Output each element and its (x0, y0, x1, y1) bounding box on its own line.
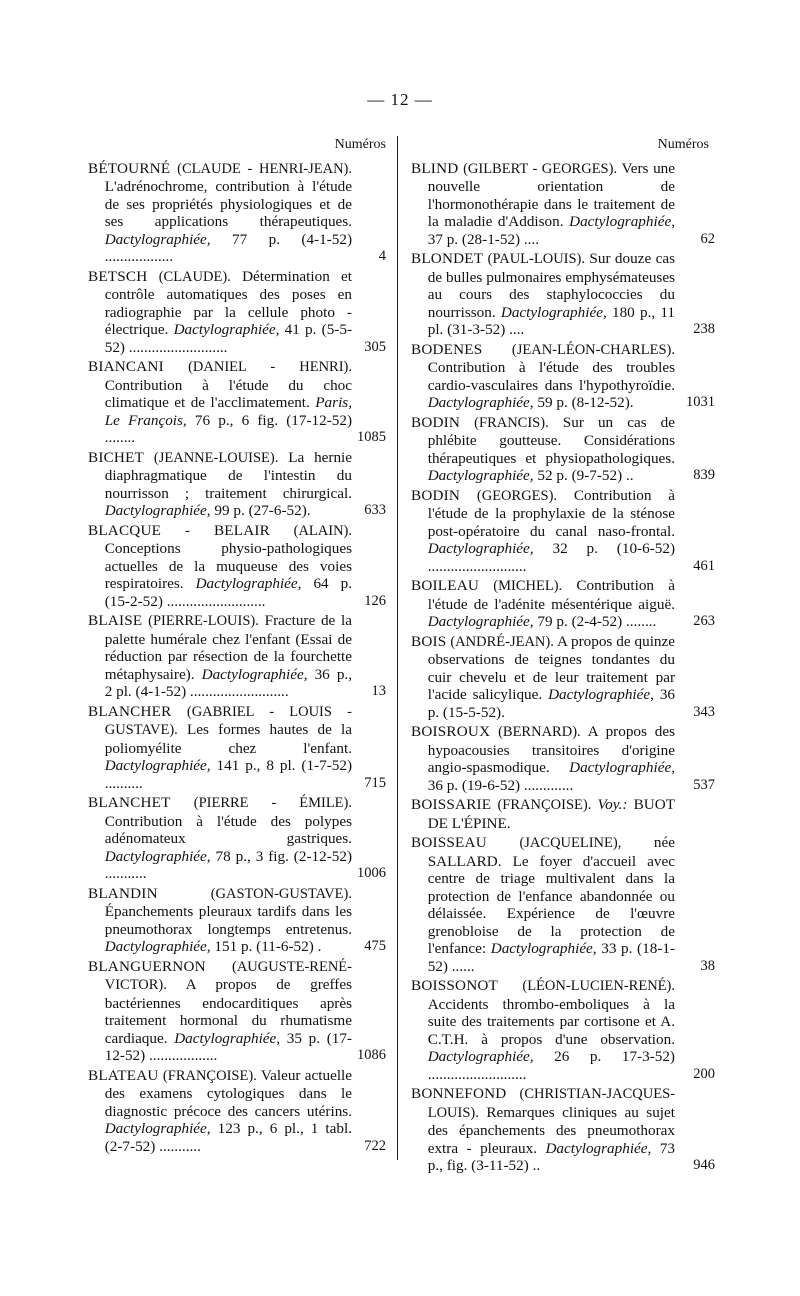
publication-note: Dactylographiée, (500, 303, 607, 321)
author-given-names: (FRANÇOISE). (497, 797, 592, 813)
publication-note: Dactylographiée, (173, 321, 280, 338)
thesis-title: L'adrénochrome, contribution à l'étude de ses propriétés physiologiques et de ses applications thérapeutiques. (104, 178, 352, 230)
author-surname: BLIND (411, 159, 459, 177)
thesis-number: 715 (364, 774, 386, 791)
author-given-names: (ANDRÉ-JEAN). (450, 633, 554, 650)
thesis-title: A propos des hypoacousies transitoires d'origine angio-spasmodique. (427, 723, 675, 776)
author-surname: BLANDIN (88, 884, 158, 902)
publication-note: Dactylographiée, (427, 467, 534, 484)
thesis-number: 722 (364, 1137, 386, 1154)
column-divider (397, 136, 398, 1160)
thesis-title: Sur douze cas de bulles pulmonaires emphysémateuses au cours des staphylococcies du nourrisson. (427, 250, 675, 321)
bibliography-entry (88, 522, 386, 611)
thesis-details: 32 p. (10-6-52) .......................... (427, 540, 675, 575)
bibliography-entry (411, 413, 715, 485)
thesis-title: Épanchements pleuraux tardifs dans les pneumothorax longtemps entretenus. (104, 903, 352, 938)
bibliography-entry (88, 794, 386, 883)
bibliography-entry (411, 632, 715, 722)
publication-note: Dactylographiée, (490, 940, 597, 957)
thesis-details: 79 p. (2-4-52) ........ (537, 613, 657, 630)
thesis-number: 343 (693, 703, 715, 720)
thesis-details: 73 p., fig. (3-11-52) .. (427, 1139, 675, 1174)
thesis-number: 13 (371, 683, 386, 699)
bibliography-entry (411, 723, 715, 794)
bibliography-entry (411, 977, 715, 1083)
thesis-title: Contribution à l'étude des troubles cardio-vasculaires dans l'hypothyroïdie. (427, 359, 675, 394)
publication-note: Dactylographiée, (104, 938, 211, 955)
bibliography-entry (411, 486, 715, 576)
author-surname: BLAISE (88, 612, 143, 629)
column-header: Numéros (334, 137, 386, 152)
author-surname: BLATEAU (88, 1066, 159, 1084)
author-given-names: (BERNARD). (498, 724, 581, 740)
bibliography-entry (88, 1067, 386, 1156)
publication-note: Dactylographiée, (174, 1029, 281, 1047)
left-column (88, 136, 386, 1157)
page-number: — 12 — (367, 90, 433, 109)
thesis-number: 1085 (357, 429, 386, 445)
thesis-title: Remarques cliniques au sujet des épanchements des pneumothorax extra - pleuraux. (427, 1103, 675, 1157)
author-given-names: (GEORGES). (476, 487, 558, 504)
thesis-details: 59 p. (8-12-52). (537, 394, 634, 411)
author-surname: BIANCANI (88, 358, 164, 375)
author-given-names: (LÉON-LUCIEN-RENÉ). (522, 978, 675, 994)
author-given-names: (DANIEL - HENRI). (188, 359, 352, 375)
thesis-details: BUOT DE L'ÉPINE. (427, 796, 675, 832)
bibliography-entry (88, 703, 386, 793)
thesis-title: A propos de quinze observations de teignes tondantes du cuir chevelu et de leur traitement par l'acide salicylique. (427, 632, 676, 703)
bibliography-entry (411, 340, 715, 412)
thesis-details: 64 p. (15-2-52) .......................... (104, 575, 353, 610)
thesis-number: 633 (364, 502, 386, 518)
column-header: Numéros (657, 137, 709, 152)
thesis-title: Vers une nouvelle orientation de l'hormonothérapie dans le traitement de la maladie d'Addison. (427, 159, 676, 230)
thesis-number: 38 (700, 957, 715, 974)
author-surname: BODIN (411, 486, 461, 504)
thesis-details: 180 p., 11 pl. (31-3-52) .... (427, 303, 676, 338)
thesis-details: 52 p. (9-7-52) .. (537, 467, 634, 484)
thesis-number: 475 (364, 938, 386, 954)
thesis-number: 238 (693, 321, 715, 337)
thesis-number: 946 (693, 1157, 715, 1173)
bibliography-entry (88, 268, 386, 357)
publication-note: Voy.: (597, 796, 628, 813)
author-surname: BONNEFOND (411, 1085, 507, 1102)
thesis-details: 41 p. (5-5-52) .......................... (104, 321, 353, 356)
publication-note: Dactylographiée, (104, 230, 211, 248)
thesis-title: La hernie diaphragmatique de l'intestin du nourrisson ; traitement chirurgical. (104, 448, 353, 502)
author-given-names: (CHRISTIAN-JACQUES-LOUIS). (427, 1086, 675, 1121)
author-surname: BODENES (411, 340, 483, 358)
bibliography-entry (411, 796, 709, 832)
thesis-details: 36 p. (15-5-52). (427, 686, 675, 721)
author-given-names: (GILBERT - GEORGES). (463, 160, 618, 177)
author-given-names: (MICHEL). (493, 578, 563, 594)
thesis-title: A propos de greffes bactériennes endocarditiques après traitement hormonal du rhumatisme cardiaque. (104, 976, 352, 1047)
thesis-title: Conceptions physio-pathologiques actuelles de la muqueuse des voies respiratoires. (104, 540, 352, 592)
author-given-names: (GASTON-GUSTAVE). (210, 885, 352, 902)
author-surname: BICHET (88, 448, 145, 466)
thesis-number: 1086 (357, 1047, 386, 1063)
publication-note: Dactylographiée, (427, 613, 534, 630)
author-given-names: (JEAN-LÉON-CHARLES). (511, 341, 675, 358)
author-surname: BETSCH (88, 267, 148, 285)
thesis-title: Accidents thrombo-emboliques à la suite des traitements par cortisone et A. C.T.H. à propos d'une observation. (427, 995, 675, 1048)
thesis-details: 36 p. (19-6-52) ............. (427, 776, 574, 794)
thesis-number: 4 (378, 248, 386, 264)
author-given-names: (PAUL-LOUIS). (487, 251, 586, 267)
thesis-details: 36 p., 2 pl. (4-1-52) .......................... (104, 665, 353, 700)
publication-note: Dactylographiée, (201, 665, 308, 683)
publication-note: Dactylographiée, (104, 502, 211, 519)
publication-note: Dactylographiée, (569, 759, 675, 776)
bibliography-entry (411, 159, 715, 249)
thesis-title: née SALLARD. Le foyer d'accueil avec centre de triage multivalent dans la protection de l'enfance abandonnée ou délaissée. Expérience de l'œuvre grenobloise de la protection de l'enfance: (427, 834, 675, 957)
author-surname: BÉTOURNÉ (88, 159, 171, 177)
author-given-names: (PIERRE - ÉMILE). (193, 795, 352, 811)
thesis-title: Détermination et contrôle automatiques des poses en radiographie par la cellule photo - électrique. (104, 267, 353, 338)
bibliography-entry (88, 885, 386, 956)
thesis-details: 77 p. (4-1-52) .................. (104, 230, 352, 265)
author-given-names: (FRANÇOISE). (162, 1067, 257, 1084)
publication-note: Dactylographiée, (195, 575, 302, 592)
author-surname: BOILEAU (411, 577, 480, 594)
publication-note: Dactylographiée, (569, 213, 675, 230)
bibliography-entry (411, 250, 715, 339)
thesis-details: 141 p., 8 pl. (1-7-52) .......... (104, 757, 353, 792)
publication-note: Dactylographiée, (548, 686, 654, 703)
author-given-names: (FRANCIS). (474, 414, 549, 431)
author-given-names: (CLAUDE). (158, 268, 231, 285)
bibliography-entry (411, 577, 715, 631)
author-surname: BLONDET (411, 250, 484, 267)
author-given-names: (CLAUDE - HENRI-JEAN). (177, 160, 352, 177)
publication-note: Dactylographiée, (104, 757, 211, 774)
bibliography-entry (88, 358, 386, 447)
thesis-number: 263 (693, 613, 715, 629)
bibliography-entry (88, 958, 386, 1065)
thesis-details: 26 p. 17-3-52) .......................... (427, 1048, 675, 1083)
thesis-title: Contribution à l'étude de la prophylaxie de la sténose post-opératoire du canal naso-frontal. (427, 486, 676, 540)
thesis-number: 305 (364, 338, 386, 355)
publication-note: Dactylographiée, (427, 540, 534, 557)
thesis-title: Valeur actuelle des examens cytologiques dans le diagnostic précoce des cancers utérins. (104, 1066, 352, 1120)
thesis-details: 35 p. (17-12-52) .................. (104, 1029, 352, 1064)
author-surname: BOIS (411, 632, 447, 650)
thesis-number: 537 (693, 776, 715, 793)
thesis-title: Sur un cas de phlébite goutteuse. Considérations thérapeutiques et physiopathologiques. (427, 413, 676, 467)
author-surname: BLANCHET (88, 794, 171, 811)
thesis-title: Contribution à l'étude de l'adénite mésentérique aiguë. (427, 577, 675, 613)
publication-note: Dactylographiée, (104, 847, 211, 865)
author-given-names: (ALAIN). (293, 522, 352, 539)
publication-note: Paris, Le François, (104, 394, 352, 429)
author-surname: BLACQUE - BELAIR (88, 521, 271, 539)
author-surname: BOISSARIE (411, 796, 492, 813)
thesis-details: 123 p., 6 pl., 1 tabl. (2-7-52) ........... (104, 1120, 352, 1155)
thesis-number: 126 (364, 592, 386, 609)
bibliography-entry (411, 1085, 715, 1175)
thesis-title: Contribution à l'étude des polypes adénomateux gastriques. (104, 812, 352, 847)
thesis-details: 76 p., 6 fig. (17-12-52) ........ (104, 411, 352, 446)
thesis-number: 839 (693, 467, 715, 483)
thesis-title: Fracture de la palette humérale chez l'enfant (Essai de réduction par résection de la fourchette métaphysaire). (104, 612, 353, 683)
publication-note: Dactylographiée, (545, 1139, 652, 1157)
author-surname: BLANGUERNON (88, 957, 206, 975)
publication-note: Dactylographiée, (427, 1048, 534, 1065)
author-surname: BLANCHER (88, 702, 172, 720)
author-surname: BOISSONOT (411, 977, 499, 994)
publication-note: Dactylographiée, (104, 1120, 211, 1137)
author-surname: BODIN (411, 413, 461, 431)
thesis-number: 461 (693, 557, 715, 574)
thesis-number: 1031 (686, 394, 715, 410)
right-column (411, 136, 715, 1177)
thesis-number: 200 (693, 1065, 715, 1082)
bibliography-entry (411, 834, 715, 975)
thesis-number: 62 (700, 230, 715, 247)
thesis-title: Les formes hautes de la poliomyélite chez l'enfant. (104, 721, 352, 757)
thesis-details: 33 p. (18-1-52) ...... (427, 940, 676, 975)
publication-note: Dactylographiée, (427, 394, 534, 411)
bibliography-entry (88, 160, 386, 266)
bibliography-entry (88, 612, 386, 701)
author-given-names: (JACQUELINE), (519, 835, 622, 851)
bibliography-entry (88, 449, 386, 520)
thesis-number: 1006 (357, 865, 386, 881)
author-given-names: (GABRIEL - LOUIS - GUSTAVE). (104, 703, 352, 738)
author-given-names: (PIERRE-LOUIS). (148, 613, 259, 629)
author-given-names: (AUGUSTE-RENÉ-VICTOR). (104, 958, 352, 993)
thesis-details: 151 p. (11-6-52) . (214, 938, 322, 955)
thesis-details: 78 p., 3 fig. (2-12-52) ........... (104, 847, 353, 882)
author-surname: BOISSEAU (411, 834, 487, 851)
thesis-title: Contribution à l'étude du choc climatique et de l'acclimatement. (104, 376, 352, 411)
thesis-details: 37 p. (28-1-52) .... (427, 230, 540, 248)
thesis-details: 99 p. (27-6-52). (214, 502, 311, 519)
author-given-names: (JEANNE-LOUISE). (153, 449, 279, 466)
author-surname: BOISROUX (411, 723, 491, 740)
